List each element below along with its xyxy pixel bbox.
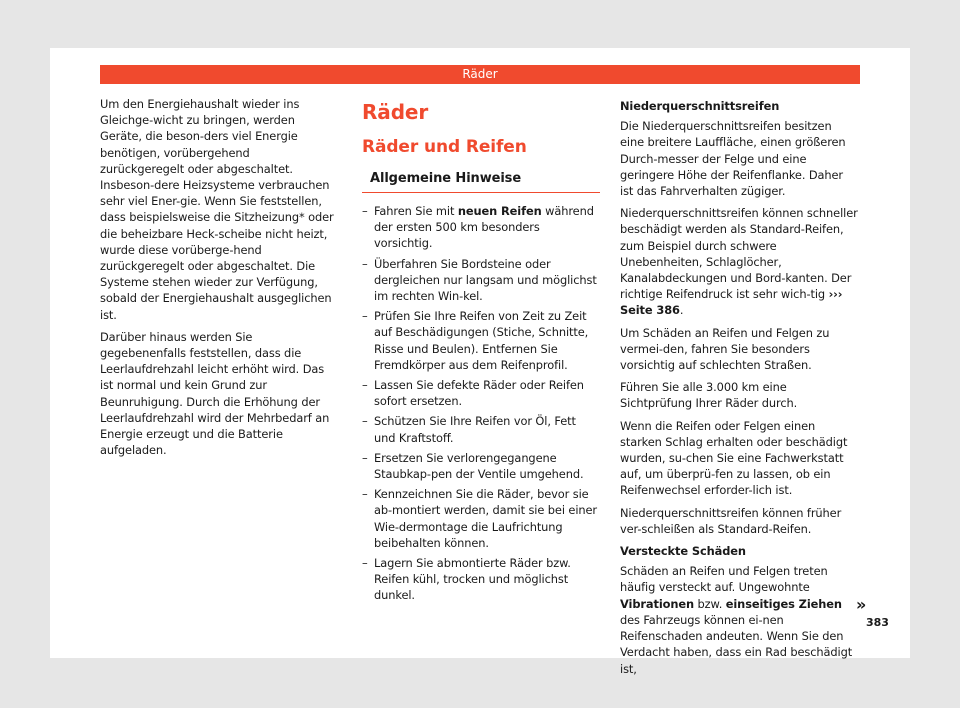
list-item <box>362 203 600 252</box>
item-text: Lagern Sie abmontierte Räder bzw. Reifen kühl, trocken und möglichst dunkel. <box>374 556 571 603</box>
subheading: Versteckte Schäden <box>620 544 746 559</box>
item-text: Überfahren Sie Bordsteine oder dergleichen nur langsam und möglichst im rechten Win-kel. <box>374 256 597 304</box>
paragraph-text: Niederquerschnittsreifen können schneller beschädigt werden als Standard-Reifen, zum Beispiel durch schwere Unebenheiten, Schlaglöcher, Kanalabdeckungen und Bord-kanten. Der richtige Reifendruck ist sehr wich-tig <box>620 206 858 302</box>
paragraph: Um den Energiehaushalt wieder ins Gleichge-wicht zu bringen, werden Geräte, die beson-ders viel Energie benötigen, vorübergehend zurückgeregelt oder abgeschaltet. Insbeson-dere Heizsysteme verbrauchen sehr viel Ener-gie. Wenn Sie feststellen, dass beispielsweise die Sitzheizung* oder die beheizbare Heck-scheibe nicht heizt, wurde diese vorüberge-hend zurückgeregelt oder abgeschaltet. Die Systeme stehen wieder zur Verfügung, sobald der Energiehaushalt ausgeglichen ist. <box>100 97 334 322</box>
paragraph: Darüber hinaus werden Sie gegebenenfalls feststellen, dass die Leerlaufdrehzahl leicht erhöht wird. Das ist normal und kein Grund zur Beunruhigung. Durch die Erhöhung der Leerlaufdrehzahl wird der Mehrbedarf an Energie erzeugt und die Batterie aufgeladen. <box>100 329 330 458</box>
paragraph: Führen Sie alle 3.000 km eine Sichtprüfung Ihrer Räder durch. <box>620 380 798 411</box>
subheading: Niederquerschnittsreifen <box>620 99 780 113</box>
header-bar <box>100 65 860 84</box>
item-text: Ersetzen Sie verlorengegangene Staubkap-pen der Ventile umgehend. <box>374 450 584 482</box>
page-reference-link[interactable]: ››› Seite 386 <box>620 287 843 318</box>
middle-column <box>362 100 600 608</box>
list-item <box>362 555 600 604</box>
bullet-list <box>362 203 600 604</box>
dash-icon: – <box>362 487 368 502</box>
left-column <box>100 96 336 464</box>
paragraph-bold: einseitiges Ziehen <box>725 596 842 611</box>
item-text-pre: Fahren Sie mit <box>374 204 458 218</box>
item-text-bold: neuen Reifen <box>457 204 542 218</box>
dash-icon: – <box>362 450 368 465</box>
paragraph-bold: Vibrationen <box>620 596 694 611</box>
dash-icon: – <box>362 309 368 324</box>
paragraph <box>620 563 858 676</box>
item-text: Schützen Sie Ihre Reifen vor Öl, Fett und Kraftstoff. <box>374 414 576 445</box>
list-item <box>362 308 600 373</box>
paragraph: Um Schäden an Reifen und Felgen zu vermei-den, fahren Sie besonders vorsichtig auf schlechten Straßen. <box>620 325 830 373</box>
dash-icon: – <box>362 378 368 393</box>
right-column <box>620 98 858 683</box>
chapter-title: Räder <box>362 100 429 124</box>
list-item <box>362 413 600 445</box>
section-title: Räder und Reifen <box>362 137 527 157</box>
dash-icon: – <box>362 556 368 571</box>
paragraph-text: des Fahrzeugs können ei-nen Reifenschaden andeuten. Wenn Sie den Verdacht haben, dass ein Rad beschädigt ist, <box>620 612 853 676</box>
item-text: Prüfen Sie Ihre Reifen von Zeit zu Zeit auf Beschädigungen (Stiche, Schnitte, Risse und Beulen). Entfernen Sie Fremdkörper aus dem Reifenprofil. <box>374 309 589 372</box>
paragraph: Niederquerschnittsreifen können früher ver-schleißen als Standard-Reifen. <box>620 505 842 536</box>
paragraph-text: bzw. <box>694 596 726 611</box>
page-number: 383 <box>866 616 889 629</box>
paragraph-text: . <box>679 303 684 318</box>
list-item <box>362 256 600 305</box>
subsection-title: Allgemeine Hinweise <box>362 168 600 193</box>
item-text: Lassen Sie defekte Räder oder Reifen sofort ersetzen. <box>374 378 584 409</box>
dash-icon: – <box>362 256 368 271</box>
list-item <box>362 450 600 482</box>
item-text-post: während der ersten 500 km besonders vorsichtig. <box>374 204 594 251</box>
paragraph: Wenn die Reifen oder Felgen einen starken Schlag erhalten oder beschädigt wurden, su-chen Sie eine Fachwerkstatt auf, um überprü-fen zu lassen, ob ein Reifenwechsel erforder-lich ist. <box>620 418 848 498</box>
list-item <box>362 486 600 551</box>
continue-arrow-icon: » <box>856 595 867 614</box>
header-title: Räder <box>462 67 498 81</box>
paragraph <box>620 205 858 318</box>
paragraph: Die Niederquerschnittsreifen besitzen eine breitere Lauffläche, einen größeren Durch-messer der Felge und eine geringere Höhe der Reifenflanke. Daher ist das Fahrverhalten zügiger. <box>620 119 846 199</box>
paragraph-text: Schäden an Reifen und Felgen treten häufig versteckt auf. Ungewohnte <box>620 564 828 595</box>
item-text: Kennzeichnen Sie die Räder, bevor sie ab-montiert werden, damit sie bei einer Wie-dermontage die Laufrichtung beibehalten können. <box>374 487 598 550</box>
dash-icon: – <box>362 204 368 218</box>
dash-icon: – <box>362 414 368 429</box>
list-item <box>362 377 600 409</box>
